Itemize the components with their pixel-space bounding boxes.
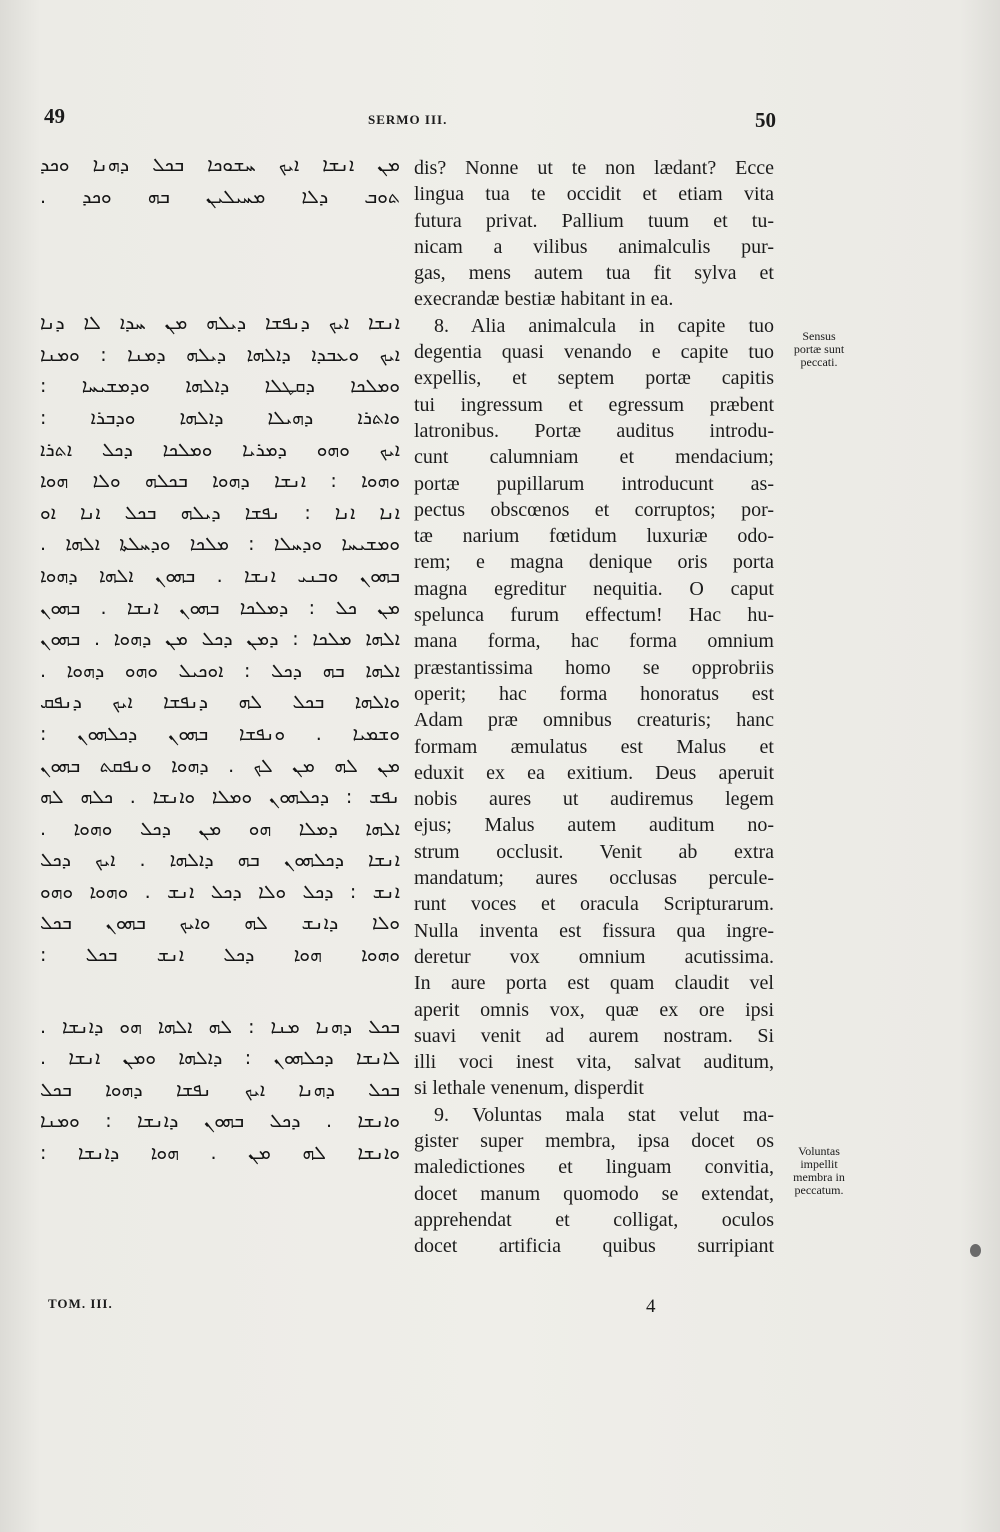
latin-line: expellis, et septem portæ capitis	[414, 367, 774, 390]
margin-note-voluntas	[780, 1145, 858, 1197]
syriac-line: ܘܐܢܫܐ ܠܗ ܡܢ . ܗܘܐ ܕܐܢܫܐ :	[40, 1142, 400, 1165]
latin-line: mandatum; aures occlusas percule-	[414, 867, 774, 890]
syriac-line: ܐܢܫܐ ܕܟܠܗܘܢ ܒܗ ܕܐܠܗܐ . ܐܝܟ ܕܟܠ	[40, 849, 400, 872]
latin-line: In aure porta est quam claudit vel	[414, 972, 774, 995]
syriac-line: ܐܢܐ ܐܢܐ : ܢܦܫܐ ܕܝܠܗ ܒܟܠ ܐܢܐ ܐܘ	[40, 501, 400, 524]
latin-line: dis? Nonne ut te non lædant? Ecce	[414, 157, 774, 179]
latin-line: cunt calumniam et mendacium;	[414, 446, 774, 469]
latin-line: execrandæ bestiæ habitant in ea.	[414, 288, 674, 311]
latin-line: suavi venit ad aurem nostram. Si	[414, 1024, 774, 1047]
latin-line: ejus; Malus autem auditum no-	[414, 814, 774, 837]
latin-line: si lethale venenum, disperdit	[414, 1077, 644, 1100]
syriac-line: ܐܝܟ ܘܥܒܕܐ ܕܐܠܗܐ ܕܝܠܗ ܕܡܢܐ : ܘܡܢܐ	[40, 343, 400, 366]
syriac-line: ܐܠܗܐ ܕܡܠܐ ܗܘ ܡܢ ܕܟܠ ܘܗܘܐ .	[40, 817, 400, 840]
latin-line: portæ pupillarum introducunt as-	[414, 472, 774, 495]
latin-line: magna egreditur nequitia. O caput	[414, 577, 774, 600]
ink-spot	[970, 1244, 981, 1257]
latin-line: docet manum quomodo se extendat,	[414, 1182, 774, 1205]
latin-line: lingua tua te occidit et etiam vita	[414, 183, 774, 206]
syriac-line: ܬܘܒ ܕܠܐ ܡܚܝܠܝܢ ܒܗ ܘܟܕ .	[40, 185, 400, 208]
syriac-line: ܐܝܟ ܘܗܘ ܕܡܪܝܐ ܘܡܠܟܐ ܕܟܠ ܐܬܪܐ	[40, 438, 400, 461]
syriac-line: ܐܠܗܐ ܡܠܟܐ : ܕܡܢ ܕܟܠ ܡܢ ܕܗܘܐ . ܒܗܘܢ	[40, 628, 400, 651]
syriac-line: ܘܐܢܫܐ . ܕܟܠ ܒܗܘܢ ܕܐܢܫܐ : ܘܡܢܐ	[40, 1110, 400, 1133]
signature-mark: TOM. III.	[48, 1296, 113, 1311]
latin-line: præstantissima homo se opprobriis	[414, 656, 774, 679]
latin-line: rem; e magna denique oris porta	[414, 551, 774, 574]
latin-line: nobis aures ut audiremus legem	[414, 788, 774, 811]
syriac-line: ܘܡܫܝܚܐ ܘܕܚܠܐ : ܡܠܟܐ ܘܕܚܠܬܐ ܐܠܗܐ .	[40, 533, 400, 556]
margin-note-line: Sensus	[802, 329, 836, 343]
latin-line: spelunca furum effectum! Hac hu-	[414, 604, 774, 627]
latin-column	[414, 155, 774, 1259]
syriac-line: ܡܢ ܐܢܫܐ ܐܝܟ ܚܫܘܟܐ ܒܟܠ ܕܗܢܐ ܘܟܕ	[40, 154, 400, 176]
page-number-right: 50	[755, 108, 776, 132]
syriac-line: ܒܗܘܢ ܘܒܢܝ ܐܢܫܐ . ܒܗܘܢ ܐܠܗܐ ܕܗܘܐ	[40, 564, 400, 587]
latin-line: gas, mens autem tua fit sylva et	[414, 262, 774, 285]
syriac-line: ܘܐܬܪܐ ܕܗܝܠܐ ܕܐܠܗܐ ܘܕܒܪܐ :	[40, 406, 400, 429]
margin-note-line: portæ sunt	[793, 342, 845, 356]
syriac-line: ܘܗܘܐ : ܐܢܫܐ ܕܗܘܐ ܒܟܠܗ ܘܠܐ ܗܘܐ	[40, 470, 400, 493]
latin-line: formam æmulatus est Malus et	[414, 735, 774, 758]
latin-line: illi voci inest vita, salvat auditum,	[414, 1051, 774, 1074]
latin-line: maledictiones et linguam convitia,	[414, 1156, 774, 1179]
syriac-line: ܘܐܠܗܐ ܒܟܠ ܠܗ ܕܢܦܫܐ ܐܝܟ ܕܢܦܩ	[40, 691, 400, 714]
syriac-line: ܘܡܠܟܐ ܕܩܛܠܐ ܕܐܠܗܐ ܘܕܡܫܝܚܐ :	[40, 375, 400, 398]
syriac-line: ܒܟܠ ܕܗܢܐ ܡܢܐ : ܠܗ ܐܠܗܐ ܗܘ ܕܐܢܫܐ .	[40, 1015, 400, 1038]
syriac-block-3	[40, 1012, 400, 1170]
latin-line: deretur vox omnium acutissima.	[414, 945, 774, 968]
latin-line: degentia quasi venando e capite tuo	[414, 341, 774, 364]
latin-line: mana forma, hac forma omnium	[414, 630, 774, 653]
latin-line: Adam præ omnibus creaturis; hanc	[414, 709, 774, 732]
syriac-line: ܘܠܐ ܕܐܢܫ ܠܗ ܘܐܝܟ ܒܗܘܢ ܒܟܠ	[40, 912, 400, 935]
margin-note-line: peccati.	[800, 355, 838, 369]
page-header	[40, 104, 780, 134]
syriac-line: ܡܢ ܟܠ : ܕܡܠܟܐ ܒܗܘܢ ܐܢܫܐ . ܒܗܘܢ	[40, 596, 400, 619]
syriac-line: ܡܢ ܠܗ ܡܢ ܠܟ . ܕܗܘܐ ܘܢܦܩܬ ܒܗܘܢ	[40, 754, 400, 777]
syriac-section-gap	[40, 972, 400, 1012]
syriac-line: ܢܦܫ : ܕܟܠܗܘܢ ܘܡܠܐ ܘܐܢܫܐ . ܟܠܗ ܠܗ	[40, 786, 400, 809]
syriac-block-2	[40, 308, 400, 971]
page-number-left: 49	[44, 104, 65, 128]
margin-note-line: peccatum.	[794, 1183, 844, 1197]
syriac-line: ܠܐܢܫܐ ܕܟܠܗܘܢ : ܕܐܠܗܐ ܘܡܢ ܐܢܫܐ .	[40, 1047, 400, 1070]
sheet-number: 4	[646, 1296, 656, 1317]
latin-line: Nulla inventa est fissura qua ingre-	[414, 919, 774, 942]
latin-line: eduxit ex ea exitium. Deus aperuit	[414, 761, 774, 784]
latin-line: gister super membra, ipsa docet os	[414, 1129, 774, 1152]
syriac-line: ܐܢܫ : ܕܟܠ ܘܠܐ ܕܟܠ ܐܢܫ . ܘܗܘܐ ܘܗܘ	[40, 880, 400, 903]
syriac-block-1	[40, 150, 400, 213]
syriac-line: ܒܟܠ ܕܗܢܐ ܐܝܟ ܢܦܫܐ ܕܗܘܐ ܒܟܠ	[40, 1078, 400, 1101]
running-title: SERMO III.	[368, 112, 448, 127]
margin-note-sensus	[780, 330, 858, 369]
latin-line: 8. Alia animalcula in capite tuo	[434, 314, 774, 337]
latin-line: pectus obscœnos et corruptos; por-	[414, 498, 774, 521]
latin-line: tui ingressum et egressum præbent	[414, 393, 774, 416]
latin-line: futura privat. Pallium tuum et tu-	[414, 209, 774, 232]
syriac-line: ܐܢܫܐ ܐܝܟ ܕܢܦܫܐ ܕܝܠܗ ܡܢ ܚܕܐ ܠܐ ܕܢܐ	[40, 312, 400, 335]
latin-line: aperit omnis vox, quæ ex ore ipsi	[414, 998, 774, 1021]
latin-paragraph-8	[414, 313, 774, 1102]
latin-line: 9. Voluntas mala stat velut ma-	[434, 1103, 774, 1126]
latin-line: apprehendat et colligat, oculos	[414, 1208, 774, 1231]
latin-line: latronibus. Portæ auditus introdu-	[414, 419, 774, 442]
latin-continuation	[414, 155, 774, 313]
syriac-line: ܘܗܘܐ ܗܘܐ ܕܟܠ ܐܢܫ ܒܟܠ :	[40, 944, 400, 967]
latin-paragraph-9	[414, 1102, 774, 1260]
margin-note-line: Voluntas	[798, 1144, 840, 1158]
syriac-line: ܘܫܡܝܐ . ܘܢܦܫܐ ܒܗܘܢ ܕܟܠܗܘܢ :	[40, 722, 400, 745]
latin-line: runt voces et oracula Scripturarum.	[414, 893, 774, 916]
latin-line: nicam a vilibus animalculis pur-	[414, 235, 774, 258]
latin-line: operit; hac forma honoratus est	[414, 682, 774, 705]
latin-line: strum occlusit. Venit ab extra	[414, 840, 774, 863]
latin-line: docet artificia quibus surripiant	[414, 1235, 774, 1258]
syriac-line: ܐܠܗܐ ܒܗ ܕܟܠ : ܐܘܟܝܠ ܘܗܘ ܕܗܘܐ .	[40, 659, 400, 682]
syriac-section-gap	[40, 213, 400, 308]
latin-line: tæ narium fœtidum luxuriæ odo-	[414, 525, 774, 548]
syriac-column	[40, 150, 400, 1170]
margin-note-line: impellit	[800, 1157, 838, 1171]
margin-note-line: membra in	[793, 1170, 845, 1184]
